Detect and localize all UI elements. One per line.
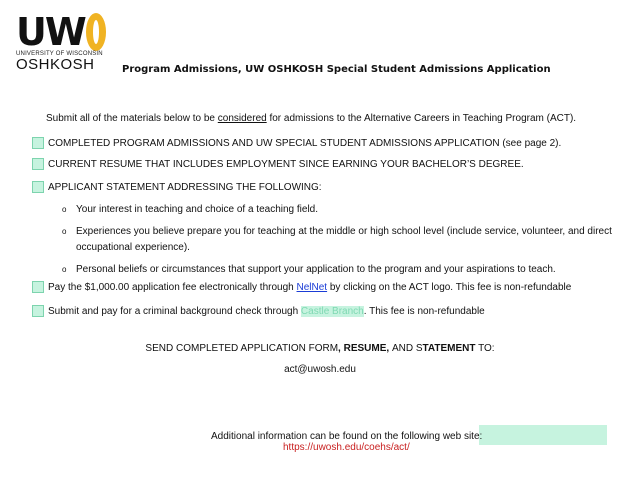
item-fee [32,281,571,293]
item-fee-label: Pay the $1,000.00 application fee electronically through NelNet by clicking on the ACT logo. This fee is non-refundable [48,281,572,293]
send-instruction: SEND COMPLETED APPLICATION FORM, RESUME, AND STATEMENT TO: [145,343,495,354]
page-title: Program Admissions, UW OSHKOSH Special Student Admissions Application [122,64,551,75]
list-item: o Personal beliefs or circumstances that support your application to the program and your aspirations to teach. [62,262,622,278]
logo-letter-w: W [44,10,85,54]
list-item: o Your interest in teaching and choice of a teaching field. [62,202,622,218]
logo-city: OSHKOSH [16,56,95,73]
castle-branch-link[interactable]: Castle Branch [300,305,364,317]
checkbox-fee[interactable] [32,281,44,293]
bullet-circle-icon: o [62,205,67,214]
contact-email[interactable]: act@uwosh.edu [284,364,356,375]
list-item: o Experiences you believe prepare you for teaching at the middle or high school level (include service, volunteer, and direct occupational experience). [62,224,622,256]
footer-highlight [479,425,607,445]
logo-letter-u: U [16,10,45,54]
intro-underline: considered [217,113,267,124]
item-background-check [32,305,485,317]
footer-url-link[interactable]: https://uwosh.edu/coehs/act/ [283,442,410,453]
item-resume [32,158,524,170]
checkbox-completed[interactable] [32,137,44,149]
item-background-label: Submit and pay for a criminal background check through Castle Branch. This fee is non-refundable [48,305,485,317]
logo-university: UNIVERSITY OF WISCONSIN [16,51,103,57]
checkbox-background[interactable] [32,305,44,317]
item-resume-label: CURRENT RESUME THAT INCLUDES EMPLOYMENT SINCE EARNING YOUR BACHELOR’S DEGREE. [48,158,524,170]
uwo-logo [16,10,106,78]
intro-text: Submit all of the materials below to be considered for admissions to the Alternative Careers in Teaching Program (ACT). [46,113,577,124]
nelnet-link[interactable]: NelNet [296,281,328,293]
logo-ring-o [86,13,106,51]
item-statement-label: APPLICANT STATEMENT ADDRESSING THE FOLLOWING: [48,181,322,193]
footer-info: Additional information can be found on the following web site: [211,431,483,442]
statement-bullets [62,202,622,284]
item-statement [32,181,322,193]
bullet-circle-icon: o [62,265,67,274]
checkbox-statement[interactable] [32,181,44,193]
item-completed-application [32,137,561,149]
checkbox-resume[interactable] [32,158,44,170]
bullet-circle-icon: o [62,227,67,236]
item-completed-label: COMPLETED PROGRAM ADMISSIONS AND UW SPECIAL STUDENT ADMISSIONS APPLICATION (see page 2). [48,137,562,149]
